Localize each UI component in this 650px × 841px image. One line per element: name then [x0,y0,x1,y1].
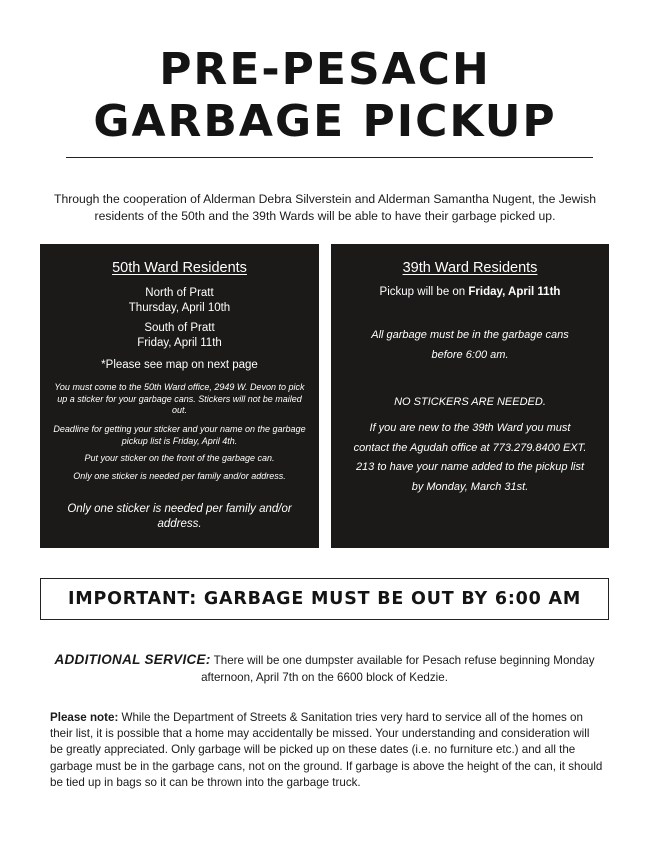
additional-service [40,651,609,686]
ward-50-heading: 50th Ward Residents [112,260,247,276]
intro-paragraph: Through the cooperation of Alderman Debra Silverstein and Alderman Samantha Nugent, the Jewish residents of the 50th and the 39th Wards will be able to have their garbage picked up. [54,192,596,223]
please-note-label: Please note: [50,711,119,724]
ward-50-south [52,321,307,351]
south-date: Friday, April 11th [137,337,222,349]
additional-service-text: There will be one dumpster available for Pesach refuse beginning Monday afternoon, April 7th on the 6600 block of Kedzie. [201,654,595,684]
pickup-date: Friday, April 11th [468,286,561,298]
ward-39-panel [331,244,609,548]
title-divider [66,157,593,158]
map-note: *Please see map on next page [101,359,258,371]
please-note [50,710,605,791]
pickup-prefix: Pickup will be on [379,286,469,298]
ward-50-panel [40,244,319,548]
north-label: North of Pratt [145,287,214,299]
front-note: Put your sticker on the front of the garbage can. [84,453,275,463]
title-line-1: PRE-PESACH [159,44,491,95]
office-note: You must come to the 50th Ward office, 2949 W. Devon to pick up a sticker for your garbage cans. Stickers will not be mailed out. [54,382,305,415]
page-title [0,44,650,148]
south-label: South of Pratt [144,322,215,334]
ward-39-heading: 39th Ward Residents [402,260,538,276]
deadline-note: Deadline for getting your sticker and your name on the garbage pickup list is Friday, April 4th. [53,424,306,446]
one-sticker-large: Only one sticker is needed per family and/or address. [67,503,292,530]
no-stickers-note: NO STICKERS ARE NEEDED. [394,396,546,408]
ward-50-north [52,286,307,316]
title-line-2: GARBAGE PICKUP [93,96,557,147]
additional-service-label: ADDITIONAL SERVICE: [54,652,211,667]
important-banner: IMPORTANT: GARBAGE MUST BE OUT BY 6:00 AM [40,578,609,620]
new-resident-note: If you are new to the 39th Ward you must contact the Agudah office at 773.279.8400 EXT. 213 to have your name added to the pickup list by Monday, March 31st. [353,422,587,493]
cans-note: All garbage must be in the garbage cans before 6:00 am. [371,329,569,361]
one-sticker-small: Only one sticker is needed per family and/or address. [73,471,286,481]
please-note-text: While the Department of Streets & Sanitation tries very hard to service all of the homes on their list, it is possible that a home may accidentally be missed. Your understanding and consideration will be greatly appreciated. Only garbage will be picked up on these dates (i.e. no furniture etc.) and all the garbage must be in the garbage cans, not on the ground. If garbage is above the height of the can, it should be tied up in bags so it can be thrown into the garbage truck. [50,711,603,789]
north-date: Thursday, April 10th [128,302,231,314]
pickup-line [343,285,597,300]
